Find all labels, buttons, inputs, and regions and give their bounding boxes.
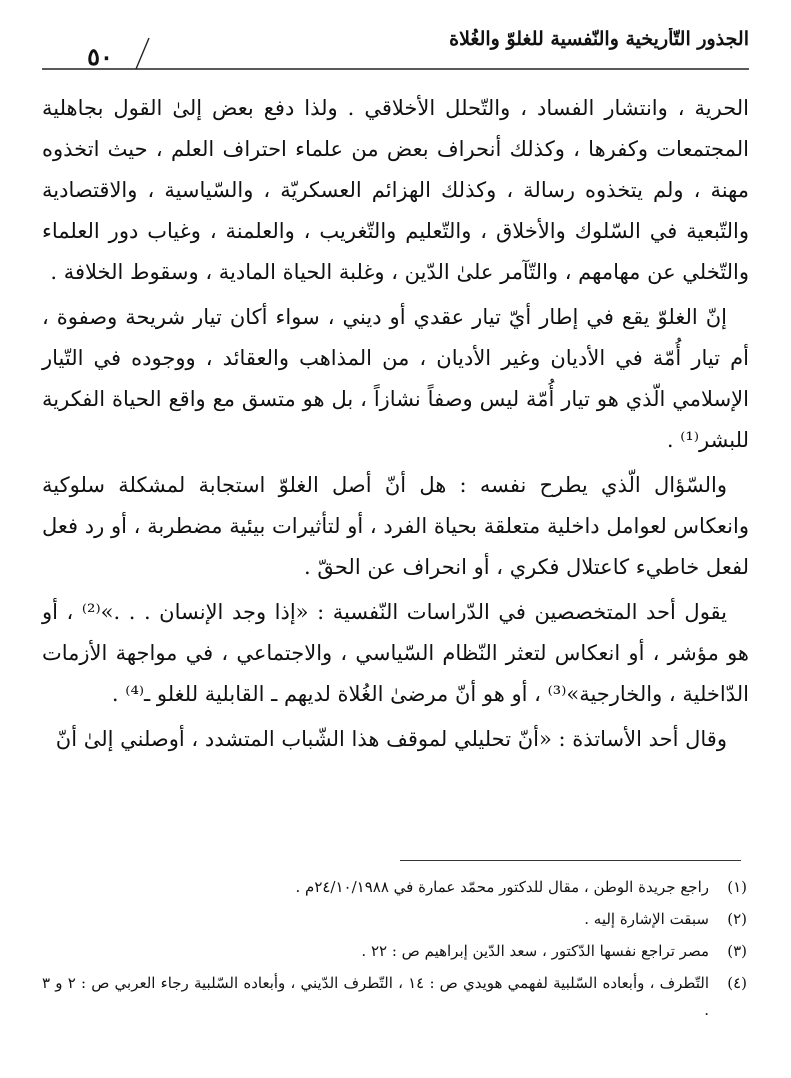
footnote-number: (٢) [727,910,747,928]
footnote [42,970,747,1024]
footnotes [42,874,747,1029]
paragraph-3: والسّؤال الّذي يطرح نفسه : هل أنّ أصل الغلوّ استجابة لمشكلة سلوكية وانعكاس لعوامل داخلية متعلقة بحياة الفرد ، أو لتأثيرات بيئية مضطربة ، أو رد فعل لفعل خاطيء كاعتلال فكري ، أو انحراف عن الحقّ . [42,473,749,579]
footnote [42,874,747,901]
footnote-text: راجع جريدة الوطن ، مقال للدكتور محمّد عمارة في ٢٤/١٠/١٩٨٨م . [295,878,709,896]
footnote-number: (٤) [727,974,747,992]
footnote [42,938,747,965]
footnote-number: (١) [727,878,747,896]
footnote-separator [400,860,741,861]
main-text [42,88,749,760]
footnote-text: التّطرف ، وأبعاده السّلبية لفهمي هويدي ص : ١٤ ، التّطرف الدّيني ، وأبعاده السّلبية رجاء العربي ص : ٢ و ٣ . [42,974,710,1019]
page-number: ٥٠ [87,42,113,71]
footnote-text: مصر تراجع نفسها الدّكتور ، سعد الدّين إبراهيم ص : ٢٢ . [361,942,709,960]
paragraph-4: يقول أحد المتخصصين في الدّراسات النّفسية : «إذا وجد الإنسان . . .»⁽²⁾ ، أو هو مؤشر ، أو انعكاس لتعثر النّظام السّياسي ، والاجتماعي ، في مواجهة الأزمات الدّاخلية ، والخارجية»⁽³⁾ ، أو هو أنّ مرضىٰ الغُلاة لديهم ـ القابلية للغلو ـ⁽⁴⁾ . [42,600,749,706]
paragraph-2: إنّ الغلوّ يقع في إطار أيّ تيار عقدي أو ديني ، سواء أكان تيار شريحة وصفوة ، أم تيار أُمّة في الأديان وغير الأديان ، من المذاهب والعقائد ، ووجوده في التّيار الإسلامي الّذي هو تيار أُمّة ليس وصفاً نشازاً ، بل هو متسق مع واقع الحياة الفكرية للبشر⁽¹⁾ . [42,305,749,452]
footnote [42,906,747,933]
footnote-text: سبقت الإشارة إليه . [584,910,709,928]
paragraph-5: وقال أحد الأساتذة : «أنّ تحليلي لموقف هذا الشّباب المتشدد ، أوصلني إلىٰ أنّ [55,727,727,751]
paragraph-1: الحرية ، وانتشار الفساد ، والتّحلل الأخلاقي . ولذا دفع بعض إلىٰ القول بجاهلية المجتمعات وكفرها ، وكذلك أنحراف بعض من علماء احتراف العلم ، حيث اتخذوه مهنة ، ولم يتخذوه رسالة ، وكذلك الهزائم العسكريّة ، والسّياسية ، والاقتصادية والتّبعية في السّلوك والأخلاق ، والتّعليم والتّغريب ، والعلمنة ، وغياب دور العلماء والتّخلي عن مهامهم ، والتّآمر علىٰ الدّين ، وغلبة الحياة المادية ، وسقوط الخلافة . [42,96,749,284]
footnote-number: (٣) [727,942,747,960]
running-title: الجذور التّأريخية والنّفسية للغلوّ والغُلاة [449,28,749,50]
